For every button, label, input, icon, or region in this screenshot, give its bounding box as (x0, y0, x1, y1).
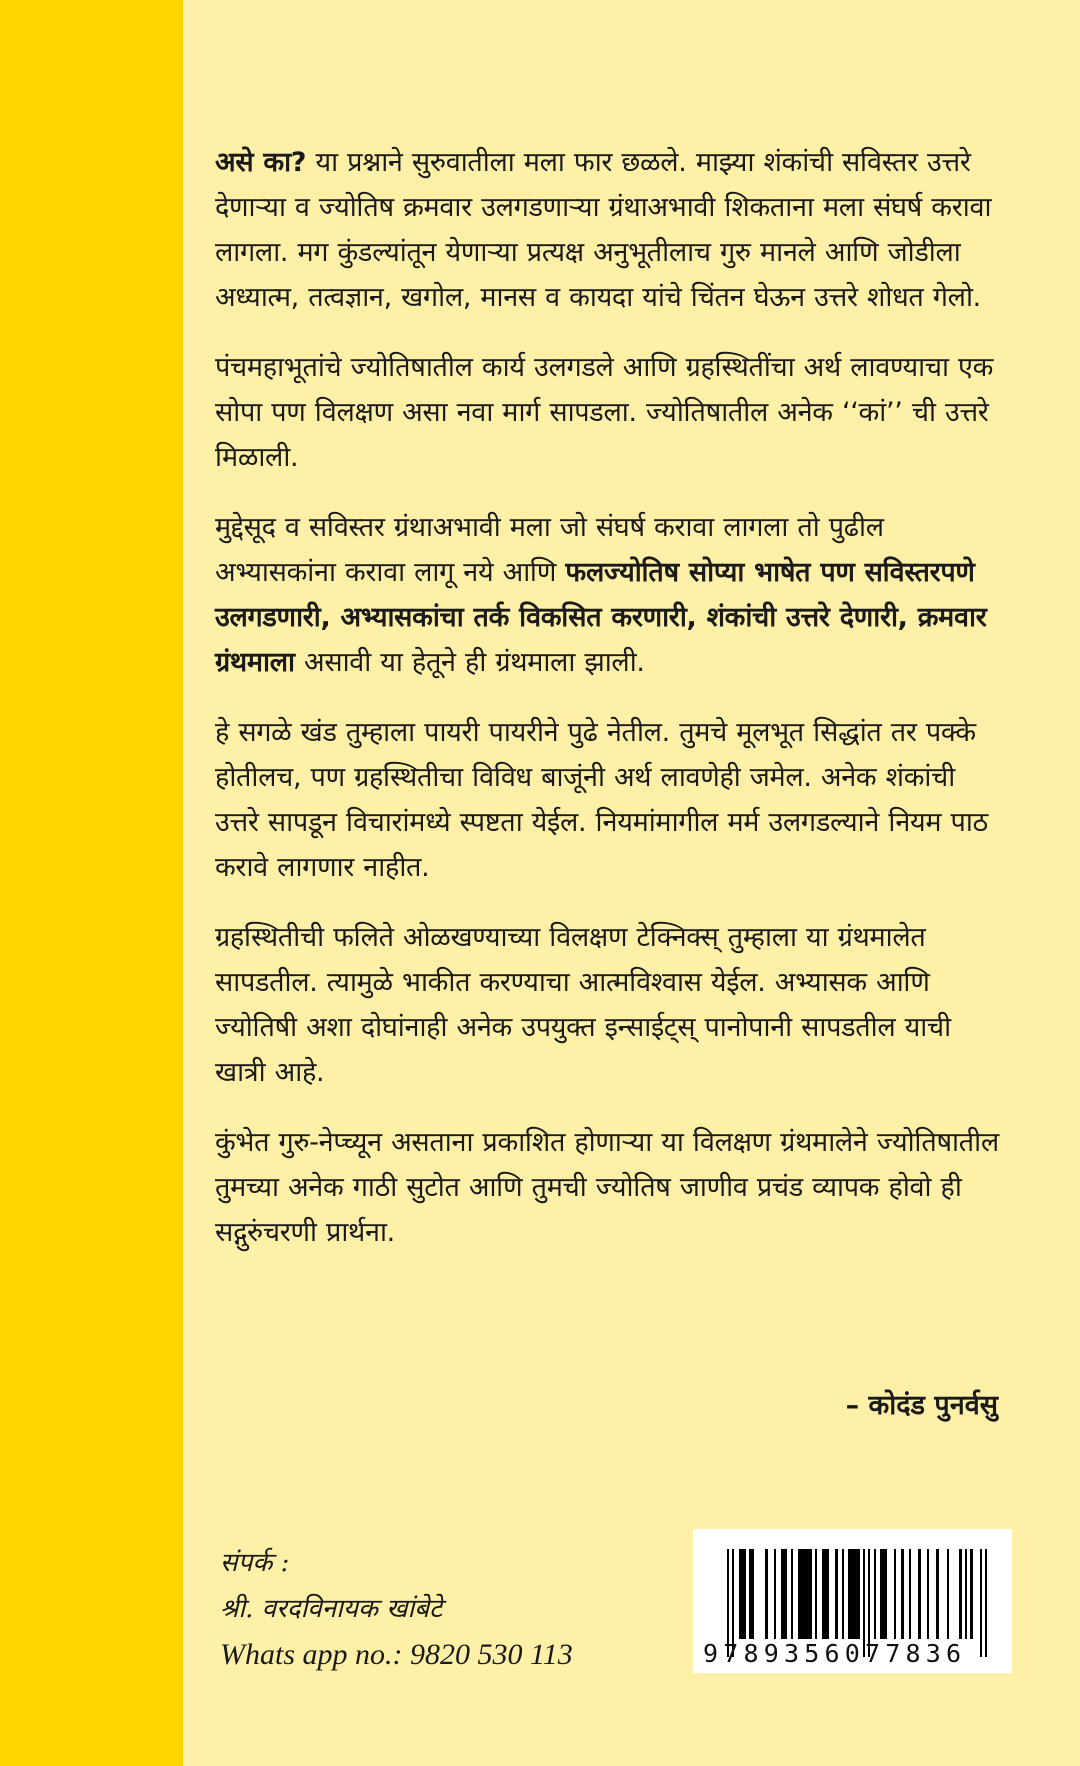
contact-name: श्री. वरदविनायक खांबेटे (220, 1594, 443, 1624)
paragraph-3: मुद्देसूद व सविस्तर ग्रंथाअभावी मला जो संघर्ष करावा लागला तो पुढील अभ्यासकांना करावा लागू नये आणि फलज्योतिष सोप्या भाषेत पण सविस्तरपणे उलगडणारी, अभ्यासकांचा तर्क विकसित करणारी, शंकांची उत्तरे देणारी, क्रमवार ग्रंथमाला असावी या हेतूने ही ग्रंथमाला झाली. (215, 512, 987, 678)
isbn-barcode (693, 1529, 1012, 1673)
paragraph-6: कुंभेत गुरु-नेप्च्यून असताना प्रकाशित होणाऱ्या या विलक्षण ग्रंथमालेने ज्योतिषातील तुमच्या अनेक गाठी सुटोत आणि तुमची ज्योतिष जाणीव प्रचंड व्यापक होवो ही सद्गुरुंचरणी प्रार्थना. (215, 1127, 999, 1248)
paragraph-4: हे सगळे खंड तुम्हाला पायरी पायरीने पुढे नेतील. तुमचे मूलभूत सिद्धांत तर पक्के होतीलच, पण ग्रहस्थितीचा विविध बाजूंनी अर्थ लावणेही जमेल. अनेक शंकांची उत्तरे सापडून विचारांमध्ये स्पष्टता येईल. नियमांमागील मर्म उलगडल्याने नियम पाठ करावे लागणार नाहीत. (215, 717, 988, 883)
contact-label: संपर्क : (220, 1548, 290, 1578)
author-signature: – कोदंड पुनर्वसु (845, 1390, 998, 1421)
paragraph-1: असे का? या प्रश्नाने सुरुवातीला मला फार छळले. माझ्या शंकांची सविस्तर उत्तरे देणाऱ्या व ज्योतिष क्रमवार उलगडणाऱ्या ग्रंथाअभावी शिकताना मला संघर्ष करावा लागला. मग कुंडल्यांतून येणाऱ्या प्रत्यक्ष अनुभूतीलाच गुरु मानले आणि जोडीला अध्यात्म, तत्वज्ञान, खगोल, मानस व कायदा यांचे चिंतन घेऊन उत्तरे शोधत गेलो. (215, 147, 992, 313)
contact-block (220, 1540, 573, 1678)
lead-question: असे का? (215, 147, 307, 178)
blurb-text (215, 140, 1005, 1280)
whatsapp-number: Whats app no.: 9820 530 113 (220, 1638, 573, 1671)
paragraph-5: ग्रहस्थितीची फलिते ओळखण्याच्या विलक्षण टेक्निक्स् तुम्हाला या ग्रंथमालेत सापडतील. त्यामुळे भाकीत करण्याचा आत्मविश्वास येईल. अभ्यासक आणि ज्योतिषी अशा दोघांनाही अनेक उपयुक्त इन्साईट्स् पानोपानी सापडतील याची खात्री आहे. (215, 922, 951, 1088)
yellow-spine-strip (0, 0, 183, 1766)
highlight-text: फलज्योतिष सोप्या भाषेत पण सविस्तरपणे उलगडणारी, अभ्यासकांचा तर्क विकसित करणारी, शंकांची उत्तरे देणारी, क्रमवार ग्रंथमाला (215, 557, 987, 678)
isbn-number: 9789356077836 (703, 1639, 967, 1668)
paragraph-2: पंचमहाभूतांचे ज्योतिषातील कार्य उलगडले आणि ग्रहस्थितींचा अर्थ लावण्याचा एक सोपा पण विलक्षण असा नवा मार्ग सापडला. ज्योतिषातील अनेक ‘‘कां’’ ची उत्तरे मिळाली. (215, 352, 994, 473)
